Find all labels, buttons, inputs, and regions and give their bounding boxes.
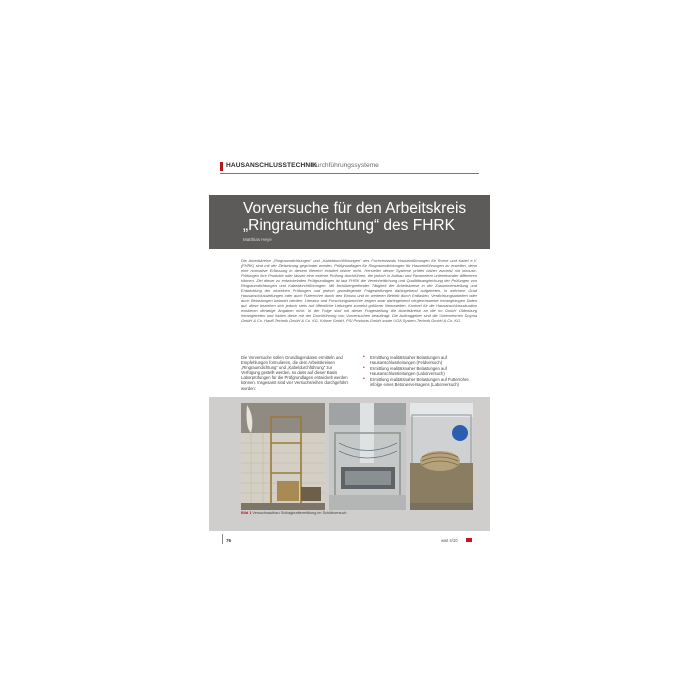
section-subtitle: Durchführungssysteme	[311, 162, 379, 169]
section-header	[220, 162, 479, 172]
article-title	[243, 200, 466, 234]
photo-pipe-box	[410, 403, 473, 510]
body-column-right	[362, 355, 477, 387]
author-name: Matthias Heye	[243, 237, 272, 242]
section-divider	[220, 173, 479, 174]
list-item-text: Ermittlung realitätsnaher Belastungen auf Hausanschlussleitungen (Feldversuch)	[370, 355, 447, 366]
magazine-name: wwt 4/10	[441, 538, 458, 543]
article-title-line-1: Vorversuche für den Arbeitskreis	[243, 200, 467, 217]
footer-divider	[222, 534, 223, 544]
article-title-line-2: „Ringraumdichtung“ des FHRK	[243, 217, 455, 234]
lead-paragraph: Die Arbeitskreise „Ringraumdichtungen“ und „Kabeldurchführungen“ des Fachverbands Hauseinführungen für Rohre und Kabel e.V. (FHRK) sind mit der Zielsetzung gegründet worden, Prüfgrundlagen für Ringraumdichtungen für Hauseinführungen zu erstellen, denn eine normative Erfassung in diesem Bereich existiert bisher nicht. Hersteller dieser Systeme prüfen bisher zumeist mit inhouse-Prüfungen ihre Produkte oder lassen eine externe Prüfung durchführen, die jedoch in Aufbau und Parametern untereinander differieren können. Ziel dieser zu entwickelnden Prüfgrundlagen ist laut FHRK die Vereinheitlichung und Qualitätsangleichung der Prüfungen von Ringraumdichtungen und Kabeldurchführungen. Mit fachübergreifender Tätigkeit der Arbeitskreise in der Zusammenstellung und Entwicklung der einzelnen Prüfungen und jedoch grundlegende Fragestellungen dahingehend aufgetreten, in welchem Grad Hausanschlussleitungen oder auch Futterrohre durch den Einbau und im weiteren Betrieb durch Erdlasten, Verdichtungsarbeiten oder auch Belastungen belastet werden. Literatur und Forschungsberichte zeigen zwar dahingehend vergleichsweise herangezogen Daten auf, diese beziehen sich jedoch stets auf öffentliche Leitungen zumeist größerer Nennweiten. Konkret für die Hausanschlusssituation existieren derartige Angaben nicht. In der Folge sind mit dieser Fragestellung die Arbeitskreise an die iro GmbH Oldenburg herangetreten und haben diese mit der Durchführung von Vorversuchen beauftragt. Die Auftraggeber sind die Unternehmen Doyma GmbH & Co. Hauff-Technik GmbH & Co. KG, Kröner GmbH, PSI Products GmbH sowie UGA System-Technik GmbH & Co. KG.	[241, 258, 477, 323]
list-item-text: Ermittlung realitätsnaher Belastungen auf Hausanschlussleitungen (Laborversuch)	[370, 365, 447, 376]
bullet-icon: •	[363, 375, 365, 382]
bullet-icon: •	[363, 354, 365, 360]
flag-icon	[466, 538, 472, 542]
figure-caption	[241, 511, 347, 515]
photo-glass-chamber	[329, 403, 406, 510]
section-marker	[220, 162, 223, 171]
photo-test-rig	[241, 403, 325, 510]
body-column-left: Die Vorversuche sollen Grundlagendaten ermitteln und Empfehlungen formulieren, die dem Arbeitskreisen „Ringraumdichtung“ und „Kabeldurchführung“ zur Verfügung gestellt werden, so dass auf dieser Basis Laborprüfungen für die Prüfgrundlagen entwickelt werden können. Insgesamt sind vier Versuchsreihen durchgeführt worden:	[241, 355, 348, 391]
title-banner	[209, 195, 490, 249]
section-kicker: HAUSANSCHLUSSTECHNIK	[226, 162, 318, 169]
figure-label: Bild 1	[241, 511, 252, 515]
bullet-icon: •	[363, 364, 365, 371]
figure-caption-text: Versuchsaufbau Schlagkraftermittlung im Schüttversuch	[252, 511, 347, 515]
list-item	[362, 377, 477, 387]
list-item-text: Ermittlung realitätsnaher Belastungen auf Futterrohre infolge eines Betonierversagens (Laborversuch)	[370, 376, 469, 387]
list-item	[362, 366, 477, 376]
page-number: 76	[226, 538, 232, 543]
test-series-list	[362, 355, 477, 387]
list-item	[362, 355, 477, 365]
